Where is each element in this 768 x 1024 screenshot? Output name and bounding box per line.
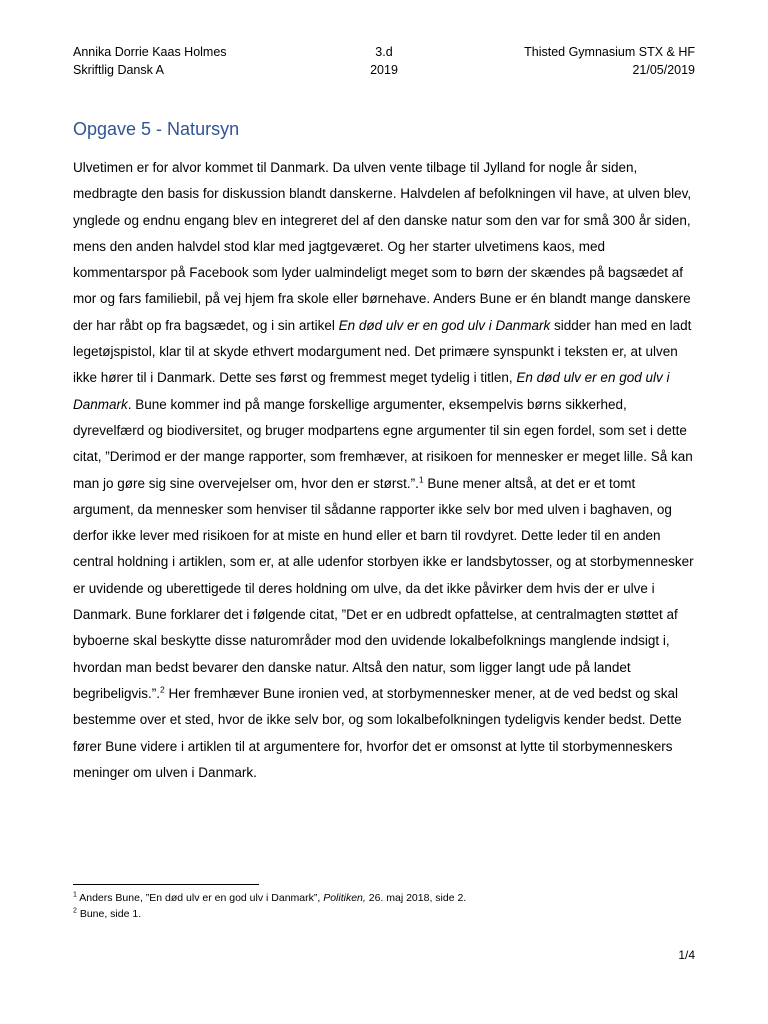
header-left xyxy=(73,43,227,79)
footnote-divider xyxy=(73,884,259,885)
paragraph-text: Her fremhæver Bune ironien ved, at storbymennesker mener, at de ved bedst og skal bestemme over et sted, hvor de ikke selv bor, og som lokalbefolkningen tydeligvis kender bedst. Dette fører Bune videre i artiklen til at argumentere for, hvorfor det er omsonst at lytte til storbymenneskers meninger om ulven i Danmark. xyxy=(73,685,682,780)
paragraph-text: Ulvetimen er for alvor kommet til Danmark. Da ulven vente tilbage til Jylland for nogle år siden, medbragte den basis for diskussion blandt danskerne. Halvdelen af befolkningen vil have, at ulven blev, ynglede og endnu engang blev en integreret del af den danske natur som den var for små 300 år siden, mens den anden halvdel stod klar med jagtgeværet. Og her starter ulvetimens kaos, med kommentarspor på Facebook som lyder ualmindeligt meget som to børn der skændes på bagsædet af mor og fars familiebil, på vej hjem fra skole eller børnehave. Anders Bune er én blandt mange danskere der har råbt op fra bagsædet, og i sin artikel xyxy=(73,160,692,333)
footnote-1 xyxy=(73,890,466,906)
footnotes xyxy=(73,890,466,922)
footnote-text: 26. maj 2018, side 2. xyxy=(365,892,467,904)
footnote-mark: 1 xyxy=(73,891,77,899)
year-label: 2019 xyxy=(370,63,398,77)
footnote-text: Bune, side 1. xyxy=(76,908,142,920)
date-label: 21/05/2019 xyxy=(632,63,695,77)
class-label: 3.d xyxy=(375,45,393,59)
footnote-ref-1[interactable]: 1 xyxy=(418,474,424,485)
footnote-text: Anders Bune, ”En død ulv er en god ulv i Danmark”, xyxy=(76,892,324,904)
paragraph-text: Bune mener altså, at det er et tomt argument, da mennesker som henviser til sådanne rapporter ikke selv bor med ulven i baghaven, og derfor ikke lever med risikoen for at miste en hund eller et barn til rovdyret. Dette leder til en anden central holdning i artiklen, som er, at alle udenfor storbyen ikke er landsbytosser, og at storbymennesker er uvidende og uberettigede til deres holdning om ulve, da det ikke påvirker dem hvis der er ulve i Danmark. Bune forklarer det i følgende citat, ”Det er en udbredt opfattelse, at centralmagten støttet af byboerne skal beskytte disse naturområder mod den uvidende lokalbefolknings manglende indsigt i, hvordan man bedst bevarer den danske natur. Altså den natur, som ligger langt ude på landet begribeligvis.”. xyxy=(73,475,694,701)
footnote-mark: 2 xyxy=(73,907,77,915)
footnote-source: Politiken, xyxy=(323,892,366,904)
school-name: Thisted Gymnasium STX & HF xyxy=(524,45,695,59)
author-name: Annika Dorrie Kaas Holmes xyxy=(73,45,227,59)
page-number: 1/4 xyxy=(678,948,695,962)
body-paragraph xyxy=(73,155,697,786)
paragraph-text: . Bune kommer ind på mange forskellige argumenter, eksempelvis børns sikkerhed, dyrevelfærd og biodiversitet, og bruger modpartens egne argumenter til sin egen fordel, som set i dette citat, ”Derimod er der mange rapporter, som fremhæver, at risikoen for mennesker er meget lille. Så kan man jo gøre sig sine overvejelser om, hvor den er størst.”. xyxy=(73,396,693,491)
article-title: En død ulv er en god ulv i Danmark xyxy=(338,317,551,333)
header-right xyxy=(524,43,695,79)
article-title: En død ulv er en god ulv i Danmark xyxy=(73,370,670,412)
page-title: Opgave 5 - Natursyn xyxy=(73,119,240,139)
footnote-2 xyxy=(73,906,466,922)
header-center xyxy=(355,43,413,79)
footnote-ref-2[interactable]: 2 xyxy=(160,684,165,695)
paragraph-text: sidder han med en ladt legetøjspistol, klar til at skyde ethvert modargument ned. Det primære synspunkt i teksten er, at ulven ikke hører til i Danmark. Dette ses først og fremmest meget tydelig i titlen, xyxy=(73,317,692,386)
subject-name: Skriftlig Dansk A xyxy=(73,63,165,77)
